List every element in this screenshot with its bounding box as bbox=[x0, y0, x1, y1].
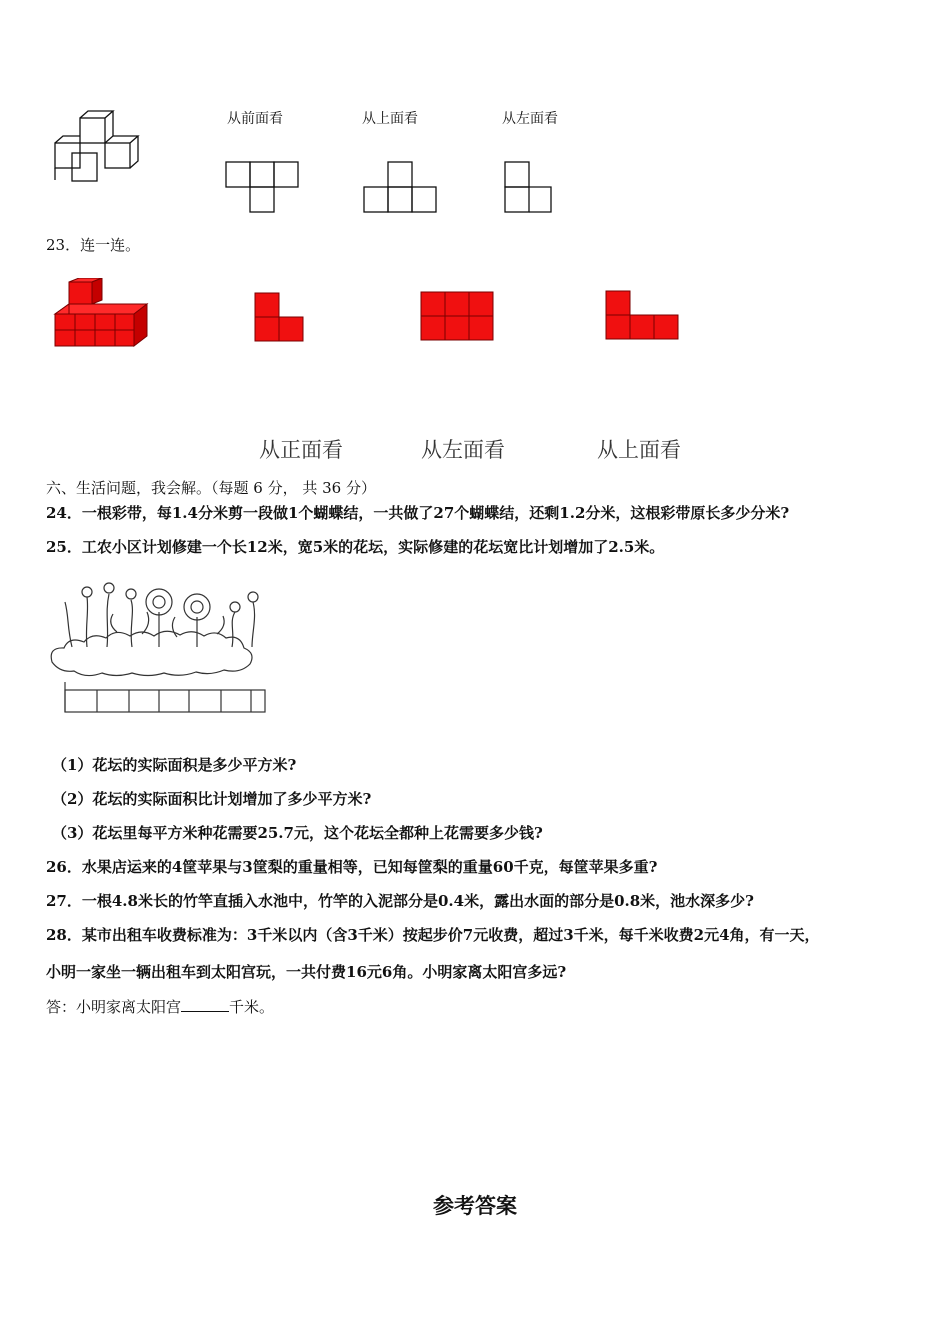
view-label-front: 从前面看 bbox=[227, 111, 283, 127]
question-25-text: 25．工农小区计划修建一个长12米，宽5米的花坛，实际修建的花坛宽比计划增加了2.5米。 bbox=[46, 538, 665, 556]
question-28-answer bbox=[46, 997, 274, 1017]
question-24-text: 24．一根彩带，每1.4分米剪一段做1个蝴蝶结，一共做了27个蝴蝶结，还剩1.2分米，这根彩带原长多少分米? bbox=[46, 504, 790, 522]
left-view-figure bbox=[503, 160, 558, 215]
question-28-line-1-text: 28．某市出租车收费标准为：3千米以内（含3千米）按起步价7元收费，超过3千米，每千米收费2元4角，有一天， bbox=[46, 926, 820, 944]
red-view-l-shape bbox=[254, 292, 306, 344]
question-26-text: 26．水果店运来的4筐苹果与3筐梨的重量相等，已知每筐梨的重量60千克，每筐苹果多重? bbox=[46, 858, 658, 876]
flower-bed-illustration bbox=[47, 572, 282, 722]
question-28-line-2 bbox=[46, 962, 566, 982]
question-24 bbox=[46, 503, 789, 523]
view-label-left: 从左面看 bbox=[502, 111, 558, 127]
red-view-rectangle bbox=[420, 291, 495, 343]
question-25-part-1-text: （1）花坛的实际面积是多少平方米? bbox=[52, 756, 297, 774]
label-top-view: 从上面看 bbox=[597, 438, 681, 462]
answers-title: 参考答案 bbox=[433, 1194, 517, 1218]
question-27 bbox=[46, 891, 754, 911]
question-28-line-2-text: 小明一家坐一辆出租车到太阳宫玩，一共付费16元6角。小明家离太阳宫多远? bbox=[46, 963, 567, 981]
answer-suffix: 千米。 bbox=[229, 998, 275, 1016]
question-25-part-2 bbox=[52, 789, 371, 809]
label-left-view: 从左面看 bbox=[421, 438, 505, 462]
question-28-line-1 bbox=[46, 925, 820, 945]
question-27-text: 27．一根4.8米长的竹竿直插入水池中，竹竿的入泥部分是0.4米，露出水面的部分是0.8米，池水深多少? bbox=[46, 892, 754, 910]
section-6-heading: 六、生活问题，我会解。（每题 6 分， 共 36 分） bbox=[46, 479, 376, 497]
cube-solid-figure bbox=[50, 108, 145, 188]
answer-blank[interactable] bbox=[181, 997, 229, 1012]
red-view-long-l-shape bbox=[605, 290, 681, 342]
question-26 bbox=[46, 857, 657, 877]
question-25-part-1 bbox=[52, 755, 296, 775]
question-25-part-2-text: （2）花坛的实际面积比计划增加了多少平方米? bbox=[52, 790, 372, 808]
question-25-part-3-text: （3）花坛里每平方米种花需要25.7元，这个花坛全都种上花需要多少钱? bbox=[52, 824, 543, 842]
question-25 bbox=[46, 537, 664, 557]
label-front-view: 从正面看 bbox=[259, 438, 343, 462]
view-label-top: 从上面看 bbox=[362, 111, 418, 127]
front-view-figure bbox=[225, 160, 300, 215]
top-view-figure bbox=[362, 160, 440, 215]
question-23: 23．连一连。 bbox=[46, 236, 141, 254]
answer-prefix: 答：小明家离太阳宫 bbox=[46, 998, 182, 1016]
red-cube-solid bbox=[52, 278, 152, 350]
question-25-part-3 bbox=[52, 823, 543, 843]
